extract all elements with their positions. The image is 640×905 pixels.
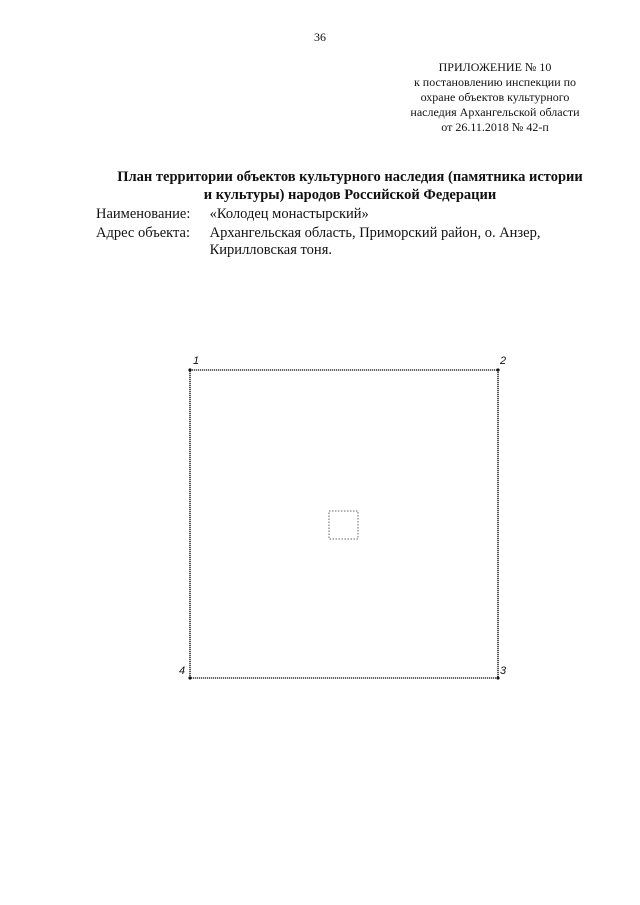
corner-marker-2 [496, 368, 499, 371]
point-label-2: 2 [500, 355, 507, 367]
corner-marker-4 [188, 676, 191, 679]
corner-marker-1 [188, 368, 191, 371]
appendix-line-3: охране объектов культурного [420, 90, 570, 104]
territory-plan [160, 340, 540, 700]
title-line-2: и культуры) народов Российской Федерации [203, 187, 497, 203]
title-line-1: План территории объектов культурного наследия (памятника истории [117, 169, 583, 185]
appendix-line-5: от 26.11.2018 № 42-п [441, 120, 549, 134]
name-value: «Колодец монастырский» [209, 206, 369, 222]
address-value-line-1: Архангельская область, Приморский район, о. Анзер, [209, 225, 541, 241]
point-label-3: 3 [500, 665, 507, 677]
territory-boundary [190, 370, 498, 678]
point-label-4: 4 [179, 665, 186, 677]
address-value [210, 225, 541, 259]
point-label-1: 1 [193, 355, 200, 367]
address-field-row [96, 225, 540, 259]
appendix-header [360, 60, 630, 135]
document-title [60, 168, 640, 204]
appendix-line-2: к постановлению инспекции по [413, 75, 577, 89]
address-label: Адрес объекта: [96, 225, 190, 241]
name-field-row [96, 206, 369, 223]
name-label: Наименование: [96, 206, 191, 222]
address-value-line-2: Кирилловская тоня. [209, 242, 332, 258]
appendix-line-1: ПРИЛОЖЕНИЕ № 10 [438, 60, 552, 74]
appendix-line-4: наследия Архангельской области [410, 105, 580, 119]
territory-plan-drawing [160, 340, 540, 700]
page-number: 36 [314, 30, 326, 44]
monument-outline [329, 511, 358, 539]
